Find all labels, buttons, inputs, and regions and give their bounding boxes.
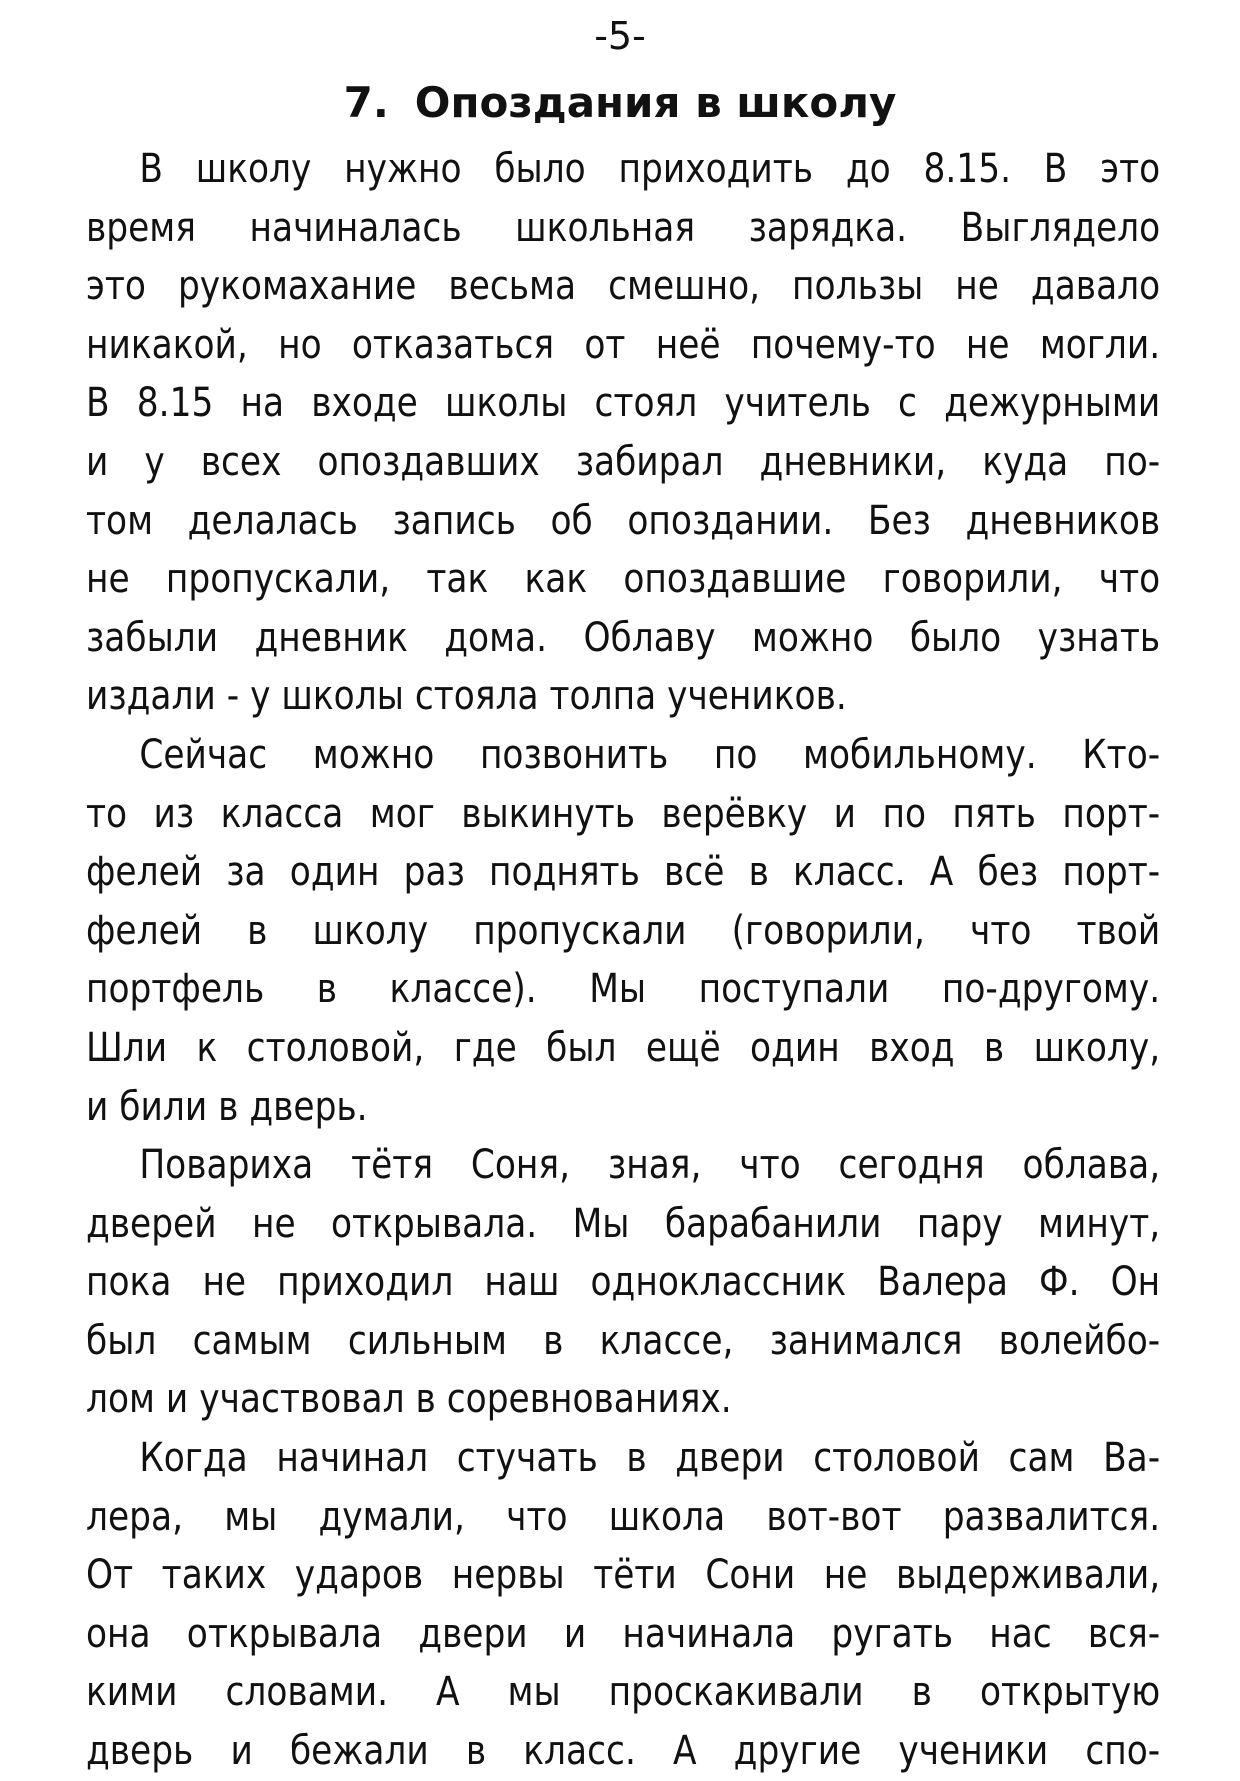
text-line: портфель в классе). Мы поступали по-другому.: [86, 966, 1161, 1013]
text-line: том делалась запись об опоздании. Без дневников: [86, 497, 1161, 544]
text-line: От таких ударов нервы тёти Сони не выдерживали,: [86, 1552, 1161, 1599]
text-line: кими словами. А мы проскакивали в открытую: [86, 1669, 1161, 1716]
text-line: Сейчас можно позвонить по мобильному. Кто-: [139, 731, 1161, 778]
text-line: и били в дверь.: [86, 1083, 368, 1130]
paragraph: [86, 140, 1160, 726]
text-line: Повариха тётя Соня, зная, что сегодня облава,: [139, 1142, 1161, 1189]
text-line: В 8.15 на входе школы стоял учитель с дежурными: [86, 380, 1161, 427]
paragraph: [86, 1429, 1160, 1781]
body-text: [86, 140, 1160, 1781]
text-line: был самым сильным в классе, занимался волейбо-: [86, 1317, 1161, 1364]
text-line: никакой, но отказаться от неё почему-то не могли.: [86, 321, 1161, 368]
text-line: издали - у школы стояла толпа учеников.: [86, 673, 847, 720]
text-line: фелей за один раз поднять всё в класс. А без порт-: [86, 849, 1161, 896]
chapter-title-text: Опоздания в школу: [414, 78, 897, 127]
text-line: В школу нужно было приходить до 8.15. В это: [139, 146, 1161, 192]
text-line: фелей в школу пропускали (говорили, что твой: [86, 907, 1161, 954]
text-line: и у всех опоздавших забирал дневники, куда по-: [86, 438, 1161, 485]
paragraph: [86, 1136, 1160, 1429]
text-line: время начиналась школьная зарядка. Выглядело: [86, 204, 1161, 251]
text-line: дверь и бежали в класс. А другие ученики спо-: [86, 1728, 1161, 1775]
text-line: Когда начинал стучать в двери столовой сам Ва-: [139, 1435, 1161, 1482]
text-line: не пропускали, так как опоздавшие говорили, что: [86, 556, 1161, 603]
text-line: то из класса мог выкинуть верёвку и по пять порт-: [86, 790, 1161, 837]
page-number: -5-: [594, 14, 646, 58]
paragraph: [86, 726, 1160, 1136]
text-line: это рукомахание весьма смешно, пользы не давало: [86, 263, 1161, 310]
text-line: лом и участвовал в соревнованиях.: [86, 1376, 732, 1423]
chapter-title: [0, 75, 1240, 131]
chapter-number: 7.: [343, 78, 389, 127]
text-line: она открывала двери и начинала ругать нас вся-: [86, 1610, 1161, 1657]
text-line: лера, мы думали, что школа вот-вот развалится.: [86, 1493, 1161, 1540]
text-line: пока не приходил наш одноклассник Валера Ф. Он: [86, 1259, 1161, 1306]
text-line: забыли дневник дома. Облаву можно было узнать: [86, 614, 1161, 661]
text-line: дверей не открывала. Мы барабанили пару минут,: [86, 1200, 1161, 1247]
text-line: Шли к столовой, где был ещё один вход в школу,: [86, 1024, 1161, 1071]
